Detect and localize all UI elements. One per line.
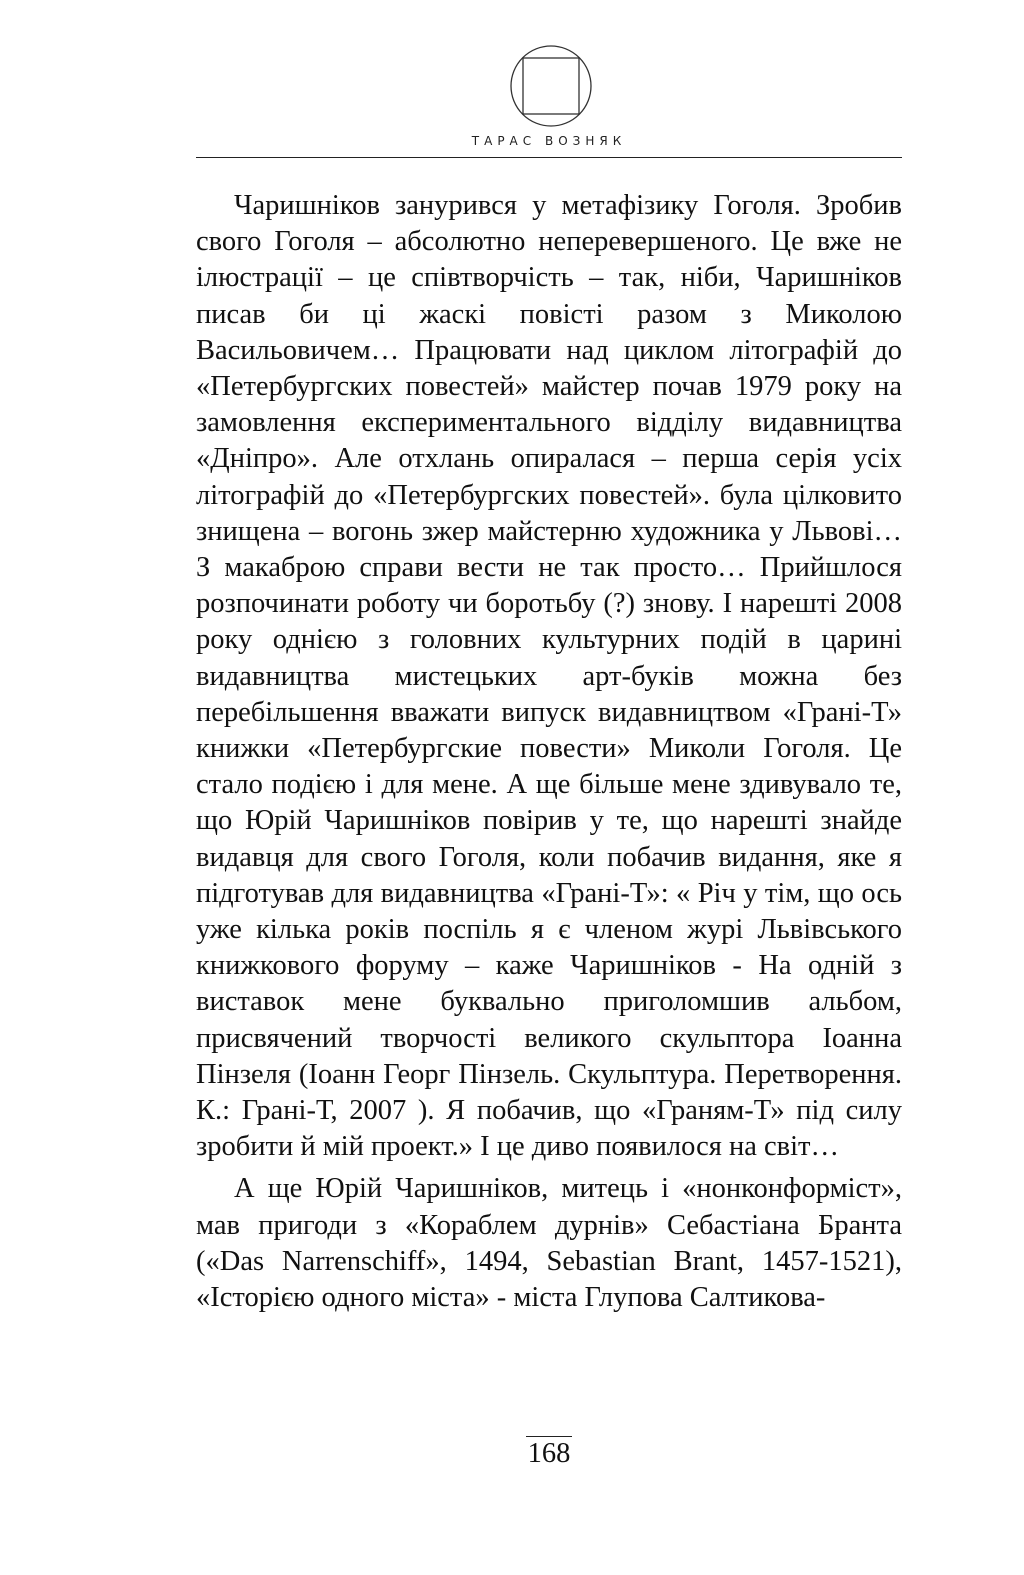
body-text: [196, 188, 902, 1316]
running-head: ТАРАС ВОЗНЯК: [471, 134, 627, 148]
circle-square-emblem-icon: [509, 44, 593, 128]
body-paragraph: А ще Юрій Чаришніков, митець і «нонконформіст», мав пригоди з «Кораблем дурнів» Себастіана Бранта («Das Narrenschiff», 1494, Sebastian Brant, 1457-1521), «Історією одного міста» - міста Глупова Салтикова-: [196, 1173, 902, 1314]
body-paragraph: Чаришніков занурився у метафізику Гоголя. Зробив свого Гоголя – абсолютно неперевершеного. Це вже не ілюстрації – це співтворчість – так, ніби, Чаришніков писав би ці жаскі повісті разом з Миколою Васильовичем… Працювати над циклом літографій до «Петербургских повестей» майстер почав 1979 року на замовлення експериментального відділу видавництва «Дніпро». Але отхлань опиралася – перша серія усіх літографій до «Петербургских повестей». була цілковито знищена – вогонь зжер майстерню художника у Львові… З макаброю справи вести не так просто… Прийшлося розпочинати роботу чи боротьбу (?) знову. І нарешті 2008 року однією з головних культурних подій в царині видавництва мистецьких арт-буків можна без перебільшення вважати випуск видавництвом «Грані-Т» книжки «Петербургские повести» Миколи Гоголя. Це стало подією і для мене. А ще більше мене здивувало те, що Юрій Чаришніков повірив у те, що нарешті знайде видавця для свого Гоголя, коли побачив видання, яке я підготував для видавництва «Грані-Т»: « Річ у тім, що ось уже кілька років поспіль я є членом журі Львівського книжкового форуму – каже Чаришніков - На одній з виставок мене буквально приголомшив альбом, присвячений творчості великого скульптора Іоанна Пінзеля (Іоанн Георг Пінзель. Скульптура. Перетворення. К.: Грані-Т, 2007 ). Я побачив, що «Граням-Т» під силу зробити й мій проект.» І це диво появилося на світ…: [196, 190, 902, 1163]
page-number-block: [196, 1436, 902, 1471]
page-number: 168: [527, 1438, 571, 1469]
header-rule: [196, 157, 902, 158]
